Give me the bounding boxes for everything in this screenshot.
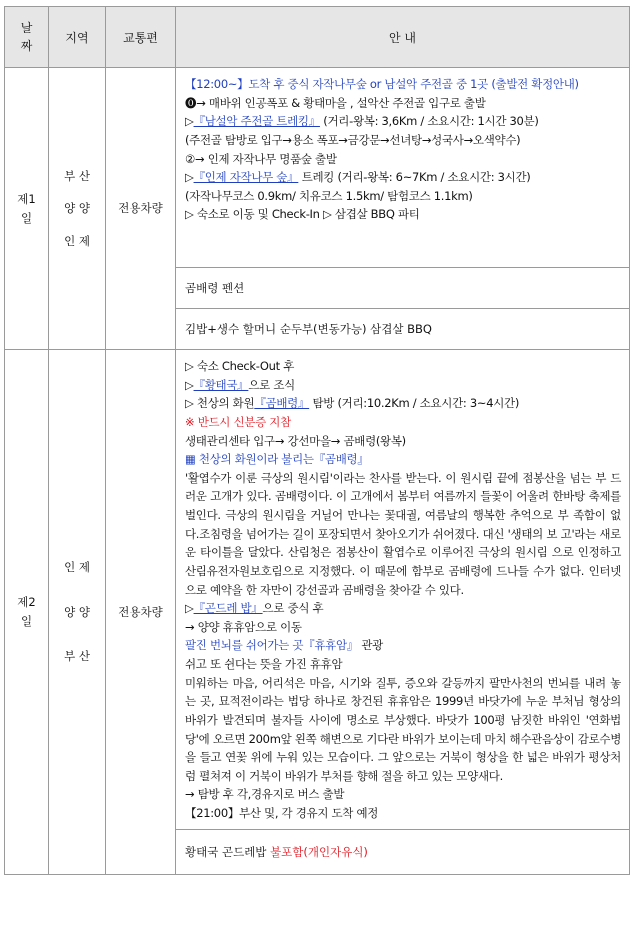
day1-region: 양 양 bbox=[64, 201, 90, 216]
day1-region: 인 제 bbox=[64, 233, 90, 248]
day2-line: 생태관리센타 입구→ 강선마을→ 곰배령(왕복) bbox=[185, 433, 406, 448]
day2-transport: 전용차량 bbox=[106, 350, 176, 875]
day2-label: 제2 일 bbox=[5, 350, 49, 875]
day2-region: 양 양 bbox=[64, 604, 90, 619]
day1-label: 제1 일 bbox=[5, 68, 49, 350]
day1-line: ▷ 숙소로 이동 및 Check-In ▷ 삼겹살 BBQ 파티 bbox=[185, 207, 420, 222]
day1-line: ②→ 인제 자작나무 명품숲 출발 bbox=[185, 151, 337, 166]
day1-line: ▷『인제 자작나무 숲』 트레킹 (거리-왕복: 6~7Km / 소요시간: 3시간) bbox=[185, 170, 531, 185]
huhu-title: 팔진 번뇌를 쉬어가는 곳『휴휴암』 bbox=[185, 638, 358, 653]
day1-regions bbox=[49, 68, 106, 350]
day2-line: ▷『황태국』으로 조식 bbox=[185, 377, 295, 392]
header-transport: 교통편 bbox=[106, 7, 176, 68]
gombae-title: ▦ 천상의 화원이라 불리는『곰배령』 bbox=[185, 452, 369, 467]
jujeongol-link[interactable]: 『남설악 주전골 트레킹』 bbox=[193, 114, 320, 129]
header-row bbox=[5, 7, 630, 68]
day1-lodging: 곰배령 펜션 bbox=[176, 268, 630, 309]
day2-region: 부 산 bbox=[64, 649, 90, 663]
itinerary-table bbox=[4, 6, 630, 875]
huhu-description: 미워하는 마음, 어리석은 마음, 시기와 질투, 증오와 갈등까지 팔만사천의 번뇌를 내려 놓는 곳, 묘적전이라는 법당 하나로 창건된 휴휴암은 1999년 바닷가에 누운 부처님 형상의 바위가 발견되며 불자들 사이에 명소로 부상했다. 바닷가 100평 남짓한 바위인 '연화법당'에 오르면 200m앞 왼쪽 해변으로 기다란 바위가 보이는데 마치 해수관음상이 감로수병을 들고 연꽃 위에 누워 있는 모습이다. 그 앞으로는 거북이 형상을 한 넓은 바위가 평상처럼 펼쳐져 이 거북이 바위가 부처를 향해 절을 하고 있는 모양새다. bbox=[185, 675, 621, 783]
day2-info bbox=[176, 350, 630, 830]
gondre-link[interactable]: 『곤드레 밥』 bbox=[193, 601, 263, 616]
gombaeryeong-link[interactable]: 『곰배령』 bbox=[254, 396, 310, 411]
day1-row bbox=[5, 68, 630, 268]
day2-line: 【21:00】부산 및, 각 경유지 도착 예정 bbox=[185, 806, 379, 820]
day2-line: ▷ 천상의 화원『곰배령』 탐방 (거리:10.2Km / 소요시간: 3~4시간) bbox=[185, 396, 520, 411]
day1-line: 【12:00~】도착 후 중식 자작나무숲 or 남설악 주전골 중 1곳 (출발전 확정안내) bbox=[185, 77, 579, 91]
id-notice: ※ 반드시 신분증 지참 bbox=[185, 414, 291, 429]
day2-line: → 양양 휴휴암으로 이동 bbox=[185, 619, 302, 634]
day1-transport: 전용차량 bbox=[106, 68, 176, 350]
meals-excluded: 불포함(개인자유식) bbox=[270, 844, 368, 859]
day1-line: (주전골 탐방로 입구→용소 폭포→금강문→선녀탕→성국사→오색약수) bbox=[185, 132, 521, 147]
header-info: 안 내 bbox=[176, 7, 630, 68]
day2-line: 쉬고 또 쉰다는 뜻을 가진 휴휴암 bbox=[185, 657, 343, 671]
gombae-description: '활엽수가 이룬 극상의 원시림'이라는 찬사를 받는다. 이 원시림 끝에 점봉산을 넘는 부 드러운 고개가 있다. 곰배령이다. 이 고개에서 봄부터 여름까지 들꽃이 어울려 한바탕 축제를 벌인다. 극상의 원시림을 거닐어 만나는 꽃대궐, 여름날의 행복한 추억으로 부 족함이 없다.조침령을 넘어가는 길이 포장되면서 찾아오기가 쉬어졌다. 대신 '생태의 보 고'라는 새로운 타이틀을 달았다. 산림청은 점봉산이 활엽수로 이루어진 극상의 원시림 으로 인정하고 산림유전자원보호림으로 지정했다. 이 때문에 함부로 곰배령에 드나들 수가 없다. 인터넷으로 예약을 한 자만이 강선골과 곰배령을 찾아갈 수 있다. bbox=[185, 470, 621, 597]
day1-line: ▷『남설악 주전골 트레킹』 (거리-왕복: 3,6Km / 소요시간: 1시간 30분) bbox=[185, 114, 539, 129]
day2-line: ▷『곤드레 밥』으로 중식 후 bbox=[185, 601, 324, 616]
birch-forest-link[interactable]: 『인제 자작나무 숲』 bbox=[193, 170, 299, 185]
day1-line: ⓿→ 매바위 인공폭포 & 황태마을 , 설악산 주전골 입구로 출발 bbox=[185, 95, 486, 110]
day2-row bbox=[5, 350, 630, 830]
day1-meals: 김밥+생수 할머니 순두부(변동가능) 삼겹살 BBQ bbox=[176, 309, 630, 350]
day2-line: → 탐방 후 각,경유지로 버스 출발 bbox=[185, 787, 345, 802]
header-region: 지역 bbox=[49, 7, 106, 68]
header-day: 날 짜 bbox=[5, 7, 49, 68]
day1-info bbox=[176, 68, 630, 268]
day2-region: 인 제 bbox=[64, 560, 90, 575]
day2-meals: 황태국 곤드레밥 불포함(개인자유식) bbox=[176, 829, 630, 874]
day2-line: ▷ 숙소 Check-Out 후 bbox=[185, 359, 295, 373]
day1-region: 부 산 bbox=[64, 168, 90, 183]
day1-line: (자작나무코스 0.9km/ 치유코스 1.5km/ 탐험코스 1.1km) bbox=[185, 188, 473, 203]
day2-regions bbox=[49, 350, 106, 875]
hwangtae-link[interactable]: 『황태국』 bbox=[193, 377, 249, 392]
day2-line: 팔진 번뇌를 쉬어가는 곳『휴휴암』 관광 bbox=[185, 638, 383, 653]
